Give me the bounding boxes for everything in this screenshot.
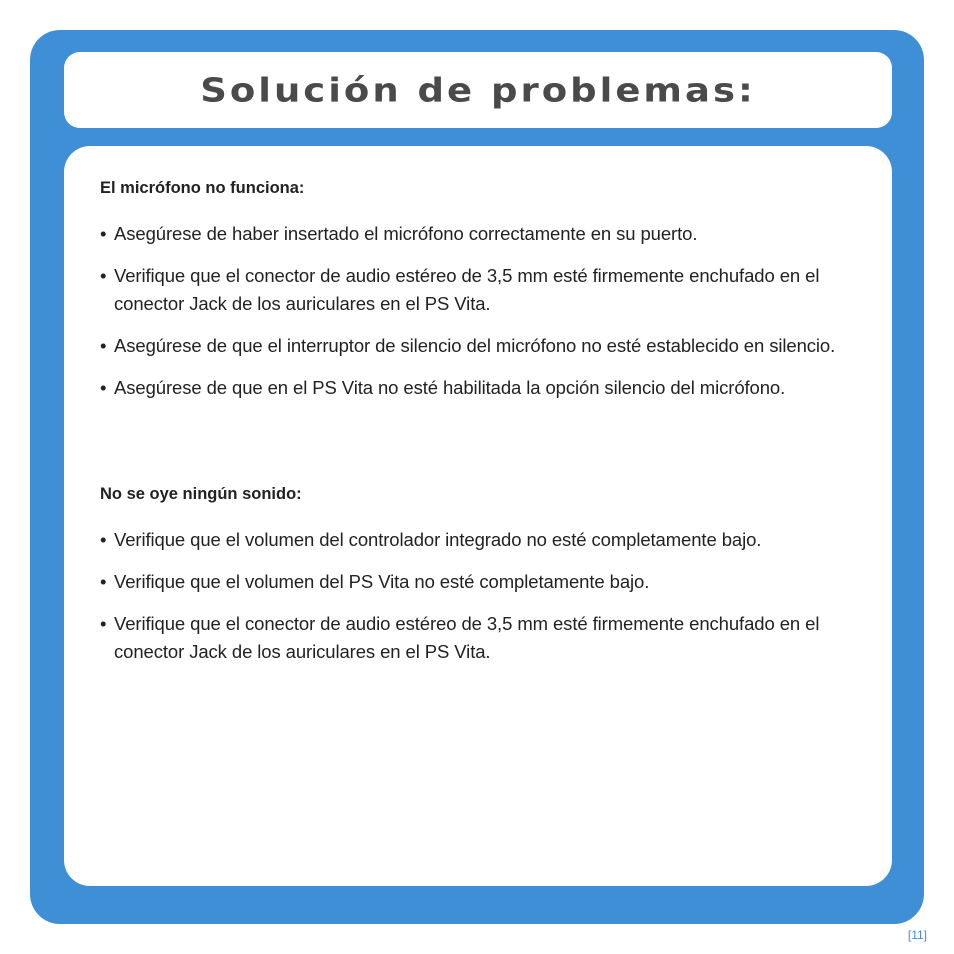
list-item: • Verifique que el conector de audio estéreo de 3,5 mm esté firmemente enchufado en el conector Jack de los auriculares en el PS Vita. bbox=[100, 610, 860, 666]
list-item: • Asegúrese de que en el PS Vita no esté habilitada la opción silencio del micrófono. bbox=[100, 374, 860, 402]
page-title: Solución de problemas: bbox=[200, 71, 756, 109]
section-heading: El micrófono no funciona: bbox=[100, 179, 305, 197]
section-microphone bbox=[100, 176, 860, 402]
bullet-list bbox=[100, 526, 860, 666]
bullet-list bbox=[100, 220, 860, 402]
list-item: • Asegúrese de haber insertado el micrófono correctamente en su puerto. bbox=[100, 220, 860, 248]
title-box bbox=[64, 52, 892, 128]
list-item: • Verifique que el volumen del controlador integrado no esté completamente bajo. bbox=[100, 526, 860, 554]
page-frame bbox=[30, 30, 924, 924]
content-area bbox=[100, 176, 860, 680]
content-box bbox=[64, 146, 892, 886]
page-number: [11] bbox=[907, 928, 927, 942]
list-item: • Asegúrese de que el interruptor de silencio del micrófono no esté establecido en silencio. bbox=[100, 332, 860, 360]
section-no-sound bbox=[100, 482, 860, 666]
list-item: • Verifique que el volumen del PS Vita no esté completamente bajo. bbox=[100, 568, 860, 596]
list-item: • Verifique que el conector de audio estéreo de 3,5 mm esté firmemente enchufado en el conector Jack de los auriculares en el PS Vita. bbox=[100, 262, 860, 318]
section-heading: No se oye ningún sonido: bbox=[100, 485, 302, 503]
